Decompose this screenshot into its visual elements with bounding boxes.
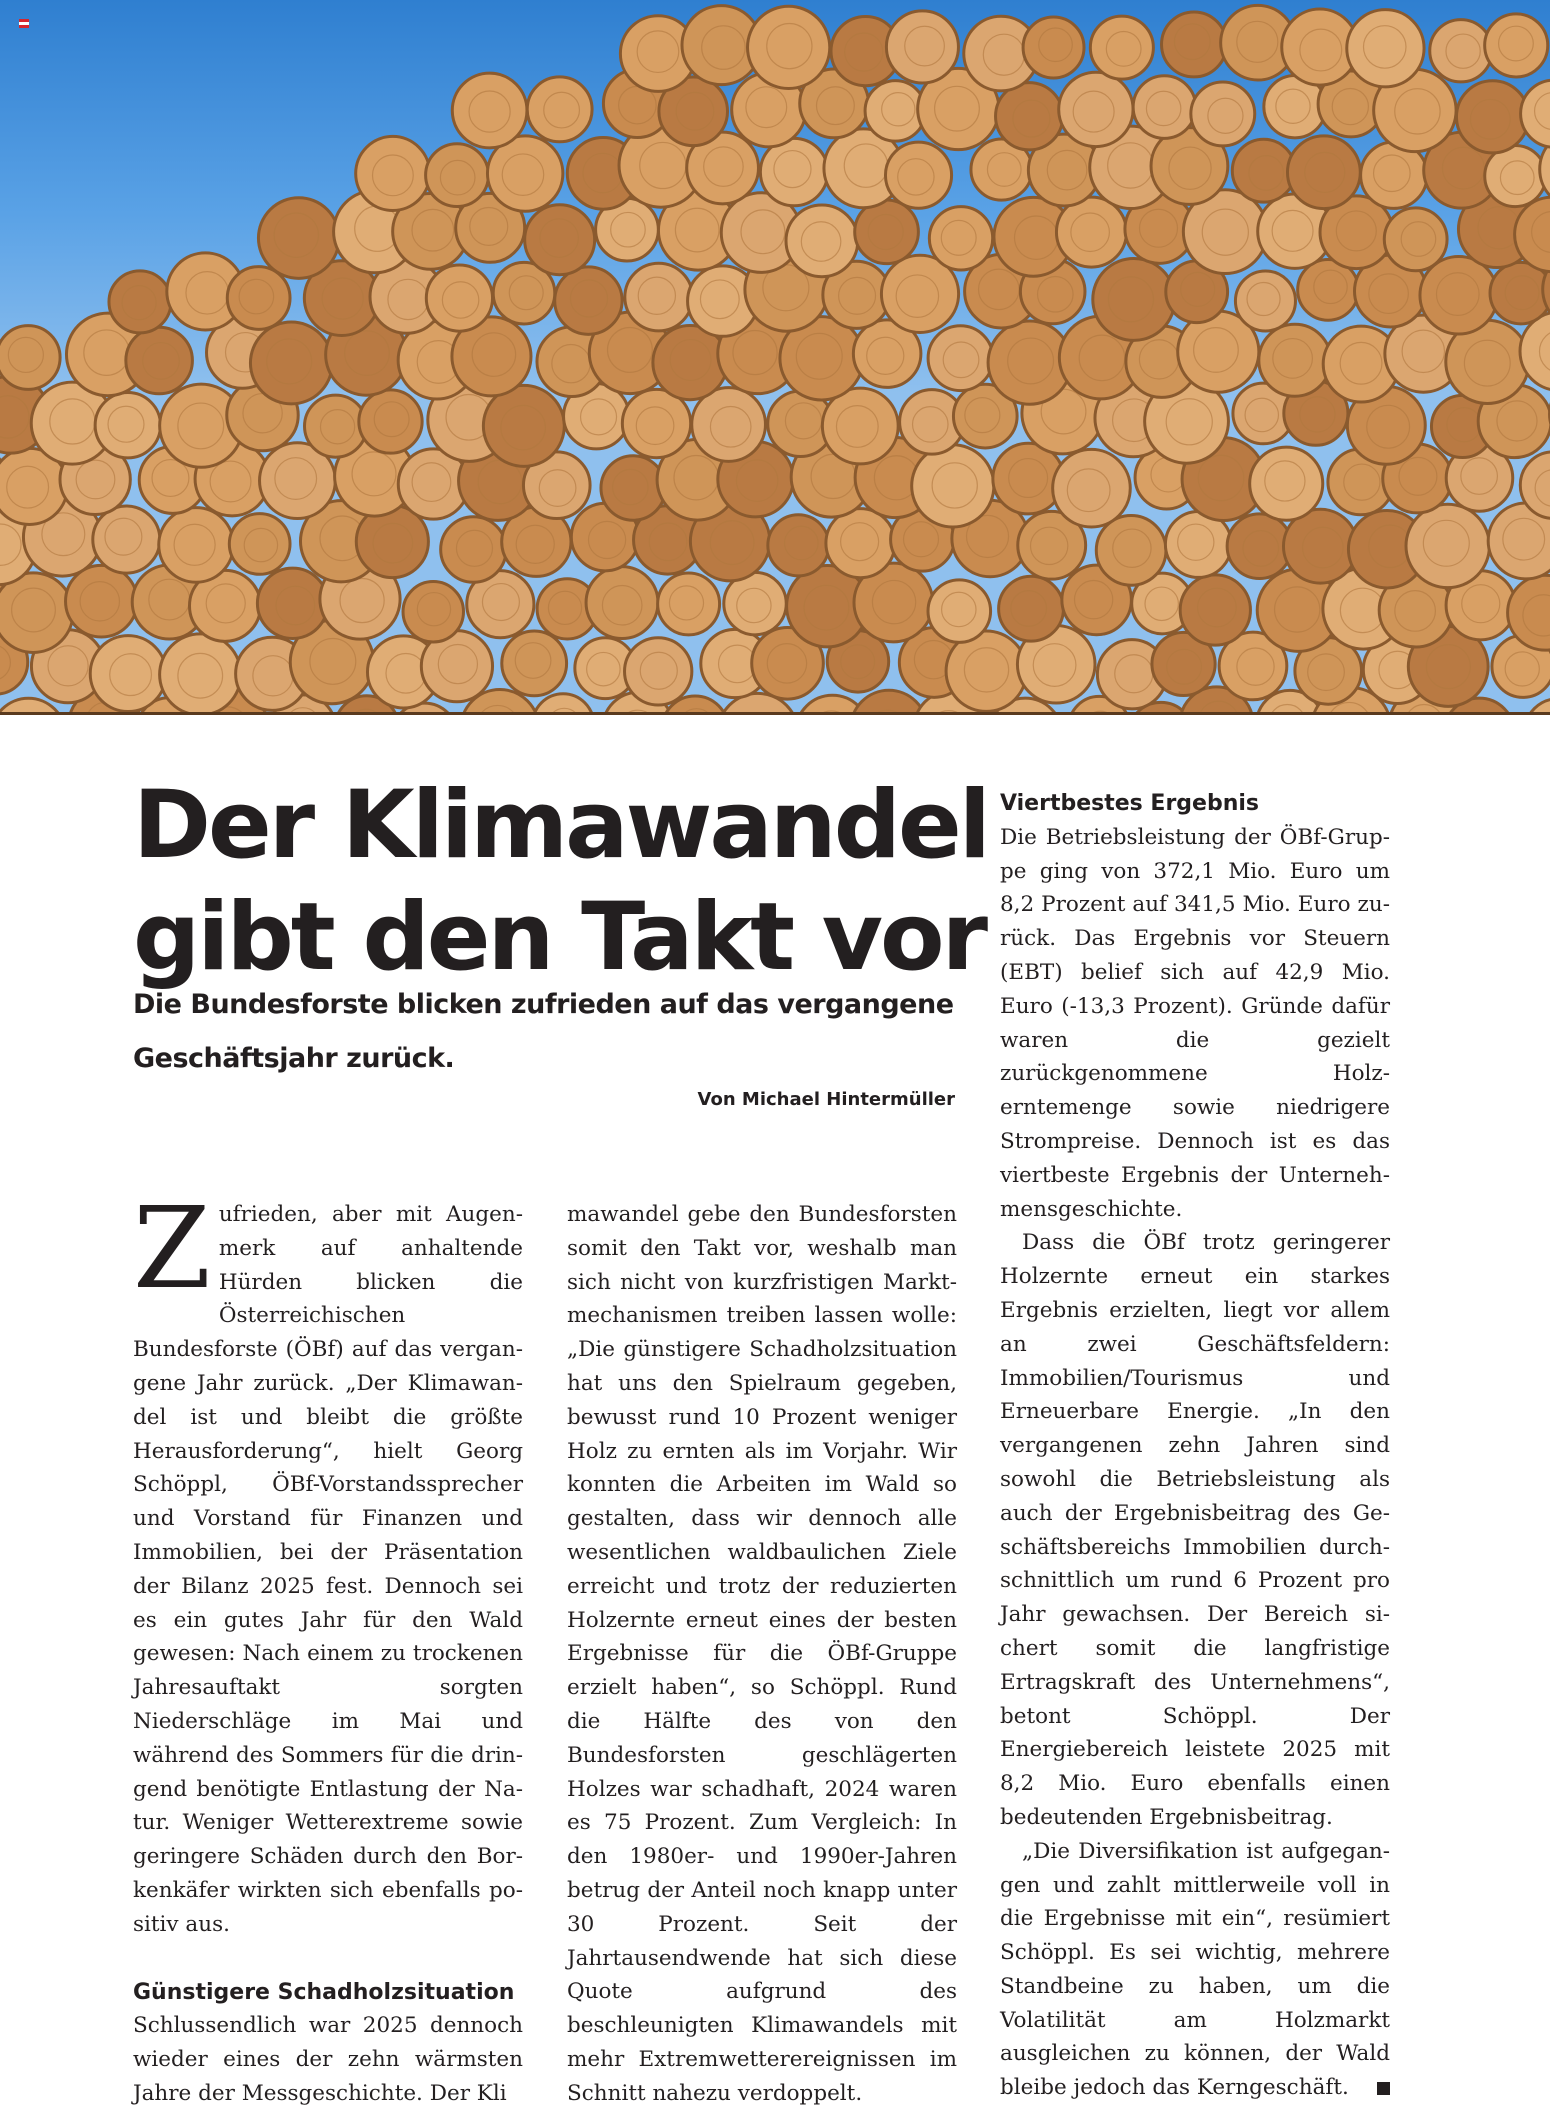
article-title [133, 770, 993, 994]
paragraph-intro [133, 1198, 523, 1942]
byline: Von Michael Hintermüller [698, 1089, 955, 1110]
paragraph-klimawandel: mawandel gebe den Bundesforsten somit den Takt vor, weshalb man sich nicht von kurzfristigen Marktmechanismen treiben lassen wolle: „Die günstigere Schadholzsituation hat uns den Spielraum gegeben, bewusst rund 10 Prozent weniger Holz zu ernten als im Vorjahr. Wir konnten die Arbeiten im Wald so gestalten, dass wir dennoch alle wesentlichen waldbaulichen Ziele erreicht und trotz der reduzierten Holzernte erneut eines der besten Ergebnisse für die ÖBf-Gruppe erzielt haben“, so Schöppl. Rund die Hälfte des von den Bundesforsten geschlägerten Holzes war schadhaft, 2024 waren es 75 Prozent. Zum Vergleich: In den 1980er- und 1990er-Jahren betrug der Anteil noch knapp unter 30 Prozent. Seit der Jahrtausendwende hat sich diese Quote aufgrund des beschleunigten Klimawandels mit mehr Extremwetterereignissen im Schnitt nahezu verdoppelt. [567, 1198, 957, 2111]
drop-cap: Z [133, 1204, 211, 1300]
diversifikation-text: „Die Diversifikation ist aufgegangen und zahlt mittlerweile voll in die Ergebnisse mit ein“, resümiert Schöppl. Es sei wichtig, mehrere Standbeine zu haben, um die Volatilität am Holzmarkt ausgleichen zu können, der Wald bleibe jedoch das Kerngeschäft. [1000, 1839, 1390, 2101]
subtitle-line-1: Die Bundesforste blicken zufrieden auf das vergangene [133, 989, 954, 1020]
title-line-2: gibt den Takt vor [133, 883, 985, 992]
intro-text: ufrieden, aber mit Augenmerk auf anhaltende Hürden blicken die Österreichischen Bundesforste (ÖBf) auf das vergangene Jahr zurück. „Der Klimawandel ist und bleibt die größte Herausforderung“, hielt Georg Schöppl, ÖBf-Vorstandssprecher und Vorstand für Finanzen und Immobilien, bei der Präsentation der Bilanz 2025 fest. Dennoch sei es ein gutes Jahr für den Wald gewesen: Nach einem zu trockenen Jahresauftakt sorgten Niederschläge im Mai und während des Sommers für die dringend benötigte Entlastung der Natur. Weniger Wetterextreme sowie geringere Schäden durch den Borkenkäfer wirkten sich ebenfalls positiv aus. [133, 1202, 523, 1937]
end-of-article-square-icon [1377, 2082, 1390, 2095]
section-heading-schadholz: Günstigere Schadholzsituation [133, 1976, 523, 2010]
paragraph-diversifikation [1000, 1835, 1390, 2105]
paragraph-betriebsleistung: Die Betriebsleistung der ÖBf-Gruppe ging von 372,1 Mio. Euro um 8,2 Prozent auf 341,5 Mio. Euro zurück. Das Ergebnis vor Steuern (EBT) belief sich auf 42,9 Mio. Euro (-13,3 Prozent). Gründe dafür waren die gezielt zurückgenommene Holzerntemenge sowie niedrigere Strompreise. Dennoch ist es das viertbeste Ergebnis der Unternehmensgeschichte. [1000, 821, 1390, 1227]
section-heading-ergebnis: Viertbestes Ergebnis [1000, 787, 1390, 821]
title-line-1: Der Klimawandel [133, 771, 988, 880]
austria-flag-icon [19, 19, 29, 28]
article-column-3 [1000, 787, 1390, 2105]
article-subtitle [133, 978, 993, 1086]
article-column-2 [567, 1198, 957, 2111]
log-pile-illustration [0, 0, 1550, 715]
paragraph-geschaeftsfelder: Dass die ÖBf trotz geringerer Holzernte erneut ein starkes Ergebnis erzielten, liegt vor allem an zwei Geschäftsfeldern: Immobilien/Tourismus und Erneuerbare Energie. „In den vergangenen zehn Jahren sind sowohl die Betriebsleistung als auch der Ergebnisbeitrag des Geschäftsbereichs Immobilien durchschnittlich um rund 6 Prozent pro Jahr gewachsen. Der Bereich sichert somit die langfristige Ertragskraft des Unternehmens“, betont Schöppl. Der Energiebereich leistete 2025 mit 8,2 Mio. Euro ebenfalls einen bedeutenden Ergebnisbeitrag. [1000, 1226, 1390, 1834]
hero-photo-timber-logs [0, 0, 1550, 715]
paragraph-schadholz: Schlussendlich war 2025 dennoch wieder eines der zehn wärmsten Jahre der Messgeschichte. Der Kli [133, 2009, 523, 2110]
article-column-1 [133, 1198, 523, 2111]
subtitle-line-2: Geschäftsjahr zurück. [133, 1043, 454, 1074]
